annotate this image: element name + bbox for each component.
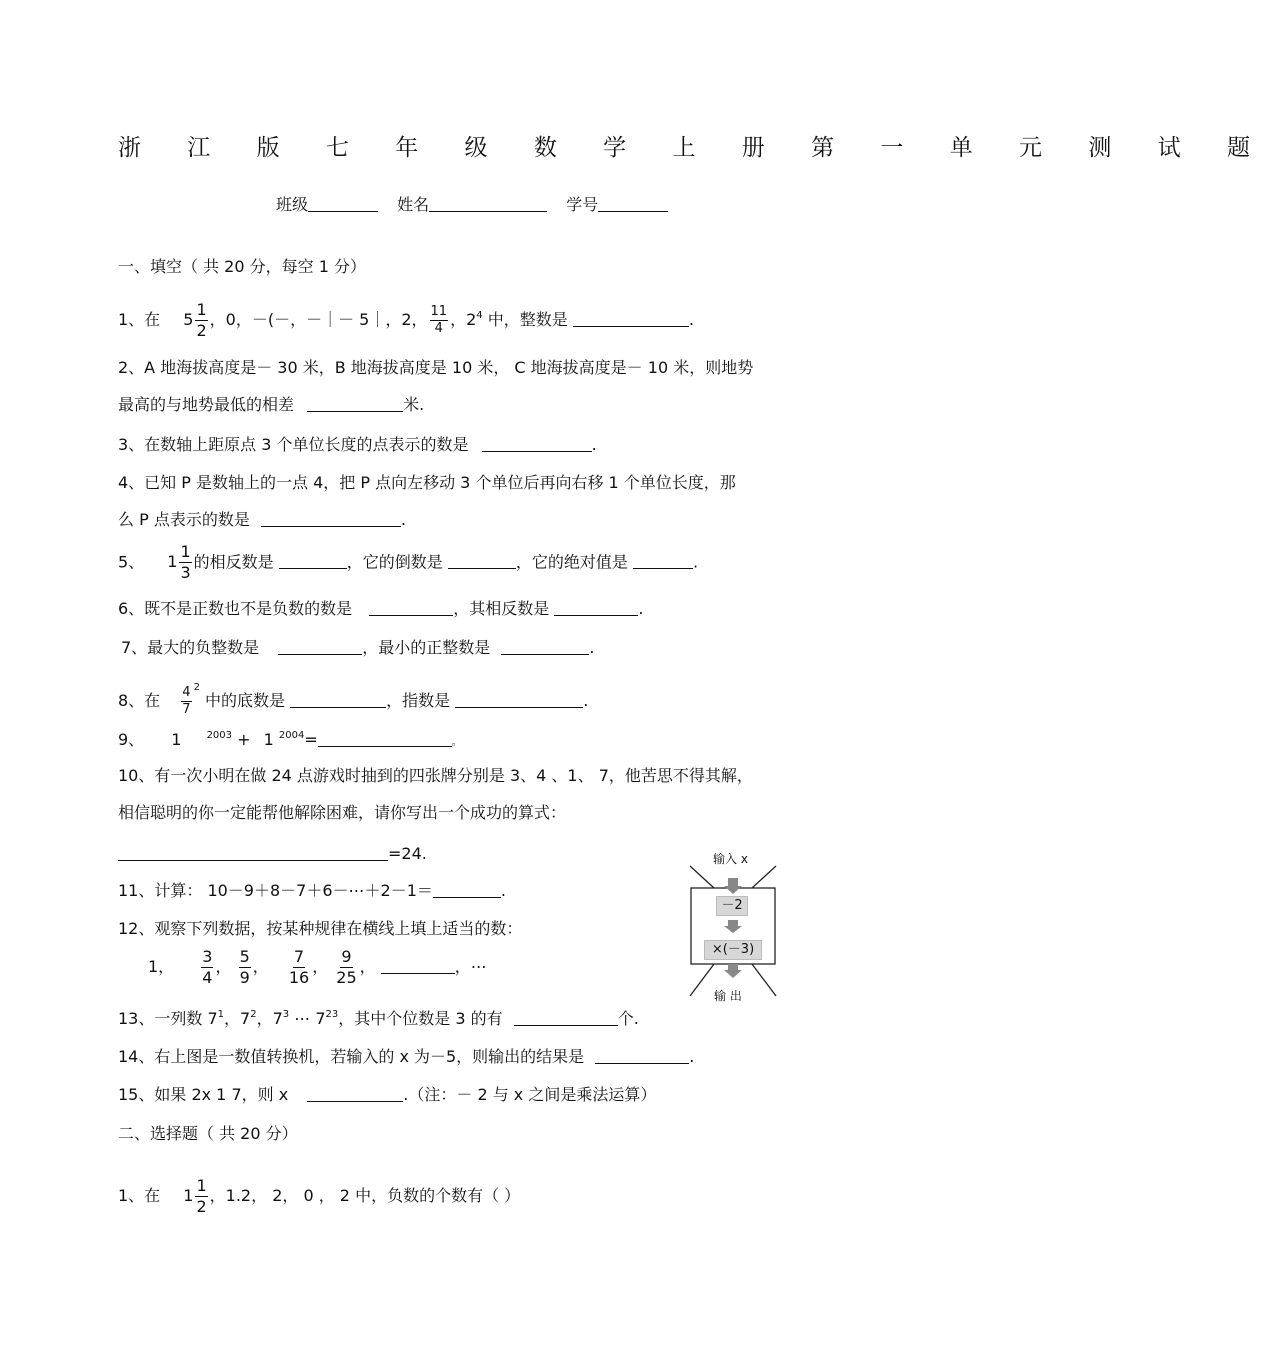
q8-fraction-num: 4 bbox=[182, 685, 191, 701]
q15-text: 15、如果 2x 1 7，则 x bbox=[118, 1085, 289, 1104]
q13-answer-blank[interactable] bbox=[514, 1011, 618, 1026]
q14-end: . bbox=[689, 1047, 695, 1066]
q12-fraction-3 bbox=[288, 948, 310, 988]
question-6 bbox=[118, 601, 643, 617]
c1-fraction bbox=[195, 1177, 207, 1217]
q13-prefix: 13、一列数 7 bbox=[118, 1009, 218, 1028]
q5-blank-absolute[interactable] bbox=[633, 554, 693, 569]
question-3 bbox=[118, 437, 597, 453]
page-title: 浙 江 版 七 年 级 数 学 上 册 第 一 单 元 测 试 题 bbox=[118, 135, 1269, 161]
question-1 bbox=[118, 299, 694, 340]
conversion-machine-diagram bbox=[688, 848, 778, 1004]
question-13 bbox=[118, 1010, 639, 1027]
q1-fraction bbox=[195, 301, 207, 341]
q4-text: 么 P 点表示的数是 bbox=[118, 510, 250, 529]
q6-blank-1[interactable] bbox=[369, 601, 453, 616]
q1-end: . bbox=[688, 310, 694, 329]
q12-f3-num: 7 bbox=[293, 948, 305, 968]
q5-fraction-num: 1 bbox=[179, 543, 191, 563]
section1-heading: 一、填空（ 共 20 分，每空 1 分） bbox=[118, 257, 366, 276]
q1-fraction2-num: 11 bbox=[430, 304, 448, 320]
q5-prefix: 5、 bbox=[118, 552, 145, 572]
q14-answer-blank[interactable] bbox=[595, 1049, 689, 1064]
q12-fraction-4 bbox=[335, 948, 357, 988]
q6-text1: 6、既不是正数也不是负数的数是 bbox=[118, 599, 353, 618]
q13-s3: ，7 bbox=[256, 1009, 283, 1028]
q8-fraction-den: 7 bbox=[182, 702, 191, 717]
q5-text2: ，它的倒数是 bbox=[346, 552, 443, 572]
q12-answer-blank[interactable] bbox=[381, 959, 455, 974]
q12-f1-den: 4 bbox=[202, 968, 213, 987]
machine-op-multiply: ×(－3) bbox=[704, 940, 762, 960]
machine-input-label: 输入 x bbox=[713, 852, 748, 866]
q9-end: 。 bbox=[451, 737, 462, 748]
question-10-line1: 10、有一次小明在做 24 点游戏时抽到的四张牌分别是 3、4 、1、 7，他苦思不得其解， bbox=[118, 766, 753, 785]
q13-end: 个. bbox=[617, 1009, 639, 1028]
q1-prefix: 1、在 bbox=[118, 310, 161, 329]
q9-term2: 1 bbox=[263, 730, 274, 749]
q1-mid: ，0，－(－，－｜－ 5｜，2， bbox=[209, 310, 428, 329]
q9-term1: 1 bbox=[171, 730, 182, 749]
q5-fraction-den: 3 bbox=[180, 563, 191, 583]
q1-fraction-num: 1 bbox=[195, 301, 207, 321]
q6-end: . bbox=[638, 599, 644, 618]
q11-end: . bbox=[500, 881, 506, 900]
q10-end: . bbox=[421, 844, 427, 863]
q3-end: . bbox=[591, 435, 597, 454]
q1-fraction-den: 2 bbox=[196, 321, 207, 340]
question-12: 12、观察下列数据，按某种规律在横线上填上适当的数： bbox=[118, 919, 523, 938]
q10-answer-blank[interactable] bbox=[118, 846, 388, 861]
question-4-line1: 4、已知 P 是数轴上的一点 4，把 P 点向左移动 3 个单位后再向右移 1 个单位长度，那 bbox=[118, 473, 736, 492]
q5-end: . bbox=[692, 552, 699, 572]
question-7 bbox=[121, 640, 594, 656]
q8-exponent: 2 bbox=[193, 682, 200, 693]
q8-fraction bbox=[181, 686, 191, 716]
q1-exponent: 4 bbox=[476, 310, 483, 321]
q8-text1: 中的底数是 bbox=[205, 691, 286, 710]
question-9 bbox=[118, 731, 462, 748]
question-10-answer bbox=[118, 846, 427, 862]
q7-blank-1[interactable] bbox=[278, 640, 362, 655]
question-15 bbox=[118, 1087, 656, 1103]
q15-answer-blank[interactable] bbox=[307, 1087, 403, 1102]
q12-f2-den: 9 bbox=[239, 968, 250, 987]
q1-fraction2-den: 4 bbox=[434, 321, 443, 336]
class-blank[interactable] bbox=[308, 197, 378, 212]
name-label: 姓名 bbox=[397, 195, 430, 214]
q5-text3: ，它的绝对值是 bbox=[515, 552, 628, 572]
q10-eq: =24 bbox=[388, 844, 422, 863]
c1-whole: 1 bbox=[183, 1186, 194, 1205]
q11-answer-blank[interactable] bbox=[433, 883, 501, 898]
student-info-line bbox=[276, 197, 668, 213]
q13-exp2: 2 bbox=[250, 1009, 257, 1020]
q2-answer-blank[interactable] bbox=[307, 397, 403, 412]
q2-unit: 米. bbox=[403, 395, 425, 414]
q8-blank-base[interactable] bbox=[290, 693, 386, 708]
q8-text2: ，指数是 bbox=[386, 691, 451, 710]
q4-end: . bbox=[400, 510, 407, 529]
q13-text: ，其中个位数是 3 的有 bbox=[338, 1009, 503, 1028]
class-label: 班级 bbox=[276, 195, 309, 214]
machine-outline bbox=[688, 848, 778, 1004]
id-label: 学号 bbox=[566, 195, 599, 214]
q13-exp3: 3 bbox=[282, 1009, 290, 1020]
q13-s4: ⋯ 7 bbox=[289, 1009, 326, 1028]
c1-fraction-den: 2 bbox=[196, 1197, 207, 1216]
q1-whole: 5 bbox=[183, 310, 194, 329]
q7-text1: 7、最大的负整数是 bbox=[121, 638, 260, 657]
machine-op-subtract: －2 bbox=[716, 896, 748, 916]
id-blank[interactable] bbox=[598, 197, 668, 212]
question-5 bbox=[118, 543, 698, 583]
question-11 bbox=[118, 883, 506, 899]
q9-eq: = bbox=[304, 730, 318, 749]
q15-end: .（注：－ 2 与 x 之间是乘法运算） bbox=[403, 1085, 657, 1104]
q5-blank-opposite[interactable] bbox=[279, 554, 347, 569]
q8-blank-exponent[interactable] bbox=[455, 693, 583, 708]
q5-whole: 1 bbox=[167, 552, 178, 572]
q12-f4-num: 9 bbox=[340, 948, 352, 968]
section2-heading: 二、选择题（ 共 20 分） bbox=[118, 1124, 298, 1143]
name-blank[interactable] bbox=[429, 197, 547, 212]
q6-text2: ，其相反数是 bbox=[453, 599, 550, 618]
q11-text: 11、计算： 10－9＋8－7＋6－⋯＋2－1＝ bbox=[118, 881, 433, 900]
q12-f2-num: 5 bbox=[239, 948, 251, 968]
q2-text: 最高的与地势最低的相差 bbox=[118, 395, 295, 414]
q13-exp4: 23 bbox=[325, 1009, 339, 1020]
q9-exp1: 2003 bbox=[206, 730, 233, 741]
c1-fraction-num: 1 bbox=[195, 1177, 207, 1197]
question-2-line1: 2、A 地海拔高度是－ 30 米，B 地海拔高度是 10 米， C 地海拔高度是－ 10 米，则地势 bbox=[118, 358, 754, 377]
q12-ellipsis: ，⋯ bbox=[454, 957, 487, 976]
q7-text2: ，最小的正整数是 bbox=[362, 638, 491, 657]
q1-suffix: 中，整数是 bbox=[487, 310, 568, 329]
q12-fraction-2 bbox=[239, 948, 251, 988]
q9-prefix: 9、 bbox=[118, 730, 145, 749]
q9-plus: + bbox=[237, 730, 251, 749]
q5-fraction bbox=[179, 543, 191, 583]
q1-answer-blank[interactable] bbox=[573, 312, 689, 327]
q5-text1: 的相反数是 bbox=[193, 552, 274, 572]
q7-end: . bbox=[589, 638, 595, 657]
choice-question-1 bbox=[118, 1176, 520, 1216]
question-14 bbox=[118, 1049, 694, 1065]
c1-prefix: 1、在 bbox=[118, 1186, 161, 1205]
q8-prefix: 8、在 bbox=[118, 691, 161, 710]
q3-answer-blank[interactable] bbox=[482, 437, 592, 452]
question-2-line2 bbox=[118, 397, 424, 413]
q1-fraction-2 bbox=[430, 305, 449, 335]
q8-end: . bbox=[583, 691, 589, 710]
q13-exp1: 1 bbox=[217, 1009, 225, 1020]
q7-blank-2[interactable] bbox=[501, 640, 589, 655]
q13-s2: ，7 bbox=[224, 1009, 251, 1028]
q9-exp2: 2004 bbox=[278, 730, 305, 741]
q4-answer-blank[interactable] bbox=[261, 512, 401, 527]
c1-text: ，1.2， 2， 0 ， 2 中，负数的个数有（ ） bbox=[209, 1186, 521, 1205]
q9-answer-blank[interactable] bbox=[318, 732, 452, 747]
q12-f3-den: 16 bbox=[288, 968, 310, 987]
q12-first: 1， bbox=[148, 957, 175, 976]
q6-blank-2[interactable] bbox=[554, 601, 638, 616]
q3-text: 3、在数轴上距原点 3 个单位长度的点表示的数是 bbox=[118, 435, 469, 454]
q14-text: 14、右上图是一数值转换机，若输入的 x 为－5，则输出的结果是 bbox=[118, 1047, 585, 1066]
q12-fraction-1 bbox=[201, 948, 213, 988]
machine-output-label: 输 出 bbox=[714, 989, 742, 1003]
q1-base: ，2 bbox=[450, 310, 477, 329]
question-4-line2 bbox=[118, 512, 406, 528]
question-8 bbox=[118, 668, 588, 721]
q12-f1-num: 3 bbox=[201, 948, 213, 968]
question-12-sequence: 1， $\frac{3}{4}$ ， $\frac{5}{9}$ ， $\frac{7}{16}$ ， $\frac{9}{25}$ ， ，⋯ bbox=[148, 946, 487, 987]
q5-blank-reciprocal[interactable] bbox=[448, 554, 516, 569]
q12-f4-den: 25 bbox=[336, 968, 357, 987]
question-10-line2: 相信聪明的你一定能帮他解除困难，请你写出一个成功的算式： bbox=[118, 803, 567, 822]
